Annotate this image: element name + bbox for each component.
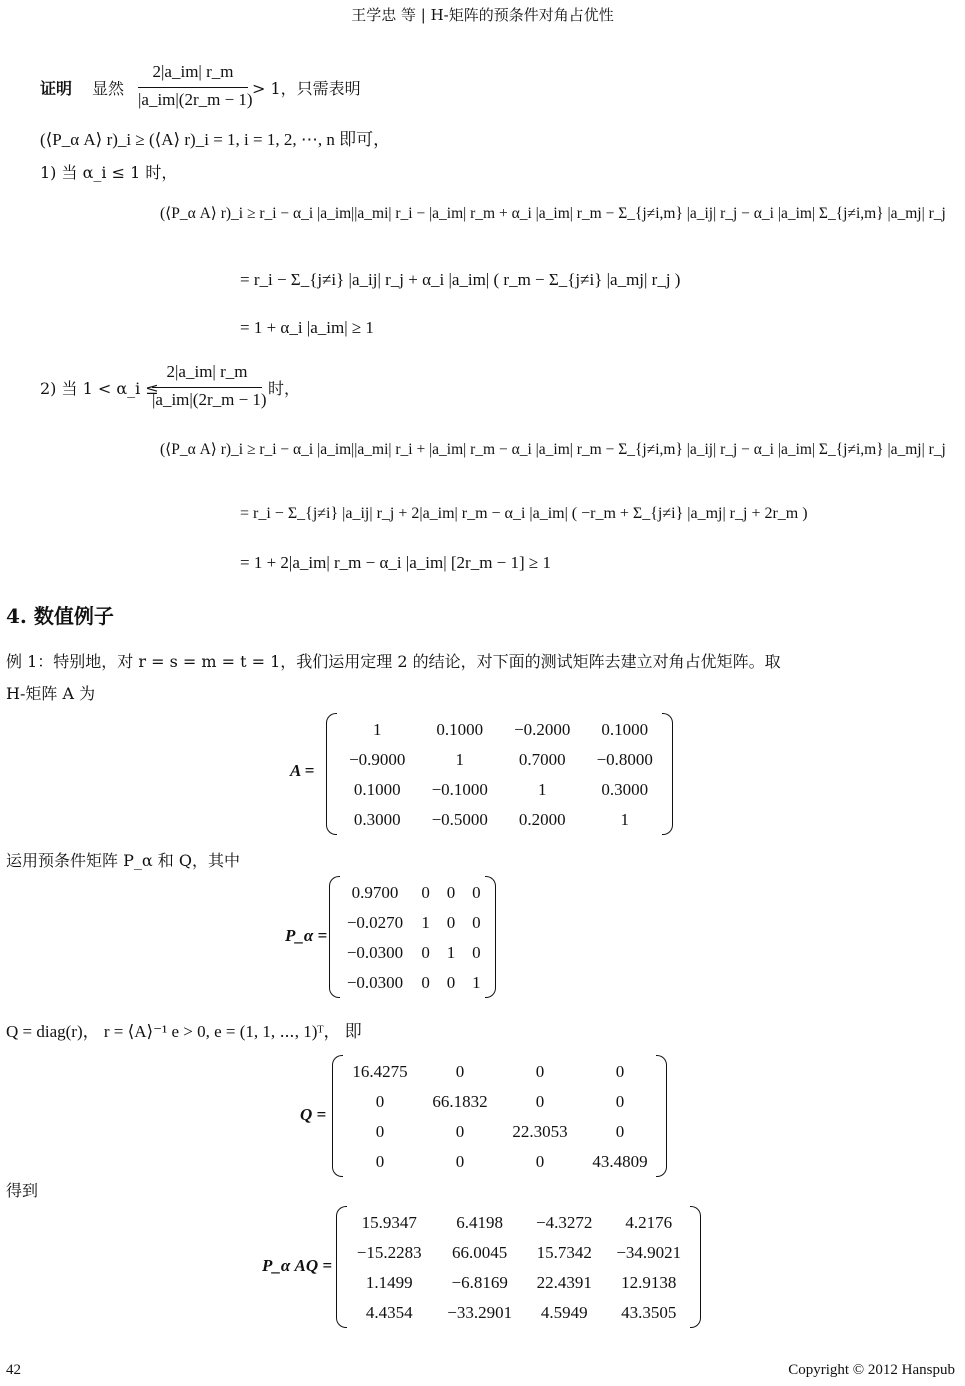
cell: 0 [446, 883, 456, 902]
cell: −4.3272 [536, 1213, 593, 1232]
proof-label: 证明 [40, 79, 73, 98]
cell: −34.9021 [616, 1243, 682, 1262]
cell: 43.4809 [592, 1152, 648, 1171]
right-paren [690, 1206, 701, 1328]
cell: 0 [615, 1062, 625, 1081]
matrix-p-table [337, 878, 489, 998]
cell: 4.2176 [625, 1213, 673, 1232]
example-paragraph: 例 1：特别地，对 r = s = m = t = 1，我们运用定理 2 的结论，对下面的测试矩阵去建立对角占优矩阵。取 [6, 652, 781, 671]
proof-requirement: (⟨P_α A⟩ r)_i ≥ (⟨A⟩ r)_i = 1, i = 1, 2, ⋯, n 即可， [40, 130, 391, 149]
case2-label: 2) 当 1 < α_i ≤ [40, 379, 159, 398]
cell: 0 [446, 913, 456, 932]
cell: 0 [472, 913, 481, 932]
cell: −33.2901 [447, 1303, 513, 1322]
matrix-paq-table [344, 1208, 694, 1328]
cell: 1 [472, 973, 481, 992]
case2-label-tail: 时， [268, 379, 301, 398]
cell: 0 [535, 1092, 545, 1111]
cell: −0.8000 [596, 750, 653, 769]
cell: 1.1499 [365, 1273, 413, 1292]
cell: 1 [455, 750, 464, 769]
cell: 0 [455, 1062, 465, 1081]
cell: 0 [455, 1152, 465, 1171]
proof-fraction-denominator: |a_im|(2r_m − 1) [138, 90, 253, 109]
case1-equation-line2: = r_i − Σ_{j≠i} |a_ij| r_j + α_i |a_im| ( r_m − Σ_{j≠i} |a_mj| r_j ) [240, 270, 681, 289]
cell: −0.0270 [346, 913, 404, 932]
case1-inequality-line1: (⟨P_α A⟩ r)_i ≥ r_i − α_i |a_im||a_mi| r_i − |a_im| r_m + α_i |a_im| r_m − Σ_{j≠i,m} |a_ij| r_j − α_i |a_im| Σ_{j≠i,m} |a_mj| r_j [160, 205, 946, 222]
preconditioner-line: 运用预条件矩阵 P_α 和 Q，其中 [6, 851, 240, 870]
cell: 0 [615, 1092, 625, 1111]
cell: 22.4391 [536, 1273, 592, 1292]
cell: −15.2283 [356, 1243, 422, 1262]
cell: 1 [538, 780, 547, 799]
cell: 0 [421, 883, 430, 902]
cell: 0 [375, 1122, 385, 1141]
cell: 0 [375, 1092, 385, 1111]
case1-equation-line3: = 1 + α_i |a_im| ≥ 1 [240, 318, 374, 337]
case2-fraction-numerator: 2|a_im| r_m [166, 362, 248, 381]
cell: 0 [615, 1122, 625, 1141]
right-paren [656, 1055, 667, 1177]
running-header: 王学忠 等 | H-矩阵的预条件对角占优性 [351, 6, 614, 24]
matrix-a-table [336, 715, 666, 835]
copyright-notice: Copyright © 2012 Hanspub [788, 1362, 955, 1378]
matrix-q-table [340, 1057, 660, 1177]
matrix-paq-label: P_α AQ = [262, 1256, 333, 1275]
cell: −0.0300 [346, 943, 404, 962]
cell: 0.3000 [601, 780, 649, 799]
cell: 15.7342 [536, 1243, 592, 1262]
cell: 43.3505 [621, 1303, 677, 1322]
case2-equation-line2: = r_i − Σ_{j≠i} |a_ij| r_j + 2|a_im| r_m − α_i |a_im| ( −r_m + Σ_{j≠i} |a_mj| r_j + 2r_m ) [240, 505, 808, 522]
cell: −0.9000 [349, 750, 406, 769]
cell: −0.5000 [431, 810, 488, 829]
matrix-q [300, 1055, 670, 1177]
result-line: 得到 [6, 1181, 39, 1200]
cell: 16.4275 [352, 1062, 408, 1081]
cell: 12.9138 [621, 1273, 677, 1292]
cell: 0 [421, 973, 430, 992]
cell: 4.4354 [365, 1303, 413, 1322]
fraction-bar [152, 387, 262, 388]
cell: 0.7000 [518, 750, 566, 769]
matrix-p-label: P_α = [285, 926, 328, 945]
cell: 1 [421, 913, 430, 932]
cell: 0 [535, 1062, 545, 1081]
cell: 66.1832 [432, 1092, 488, 1111]
proof-lead: 显然 [92, 79, 125, 98]
cell: −0.1000 [431, 780, 488, 799]
cell: 6.4198 [456, 1213, 504, 1232]
cell: −0.2000 [514, 720, 571, 739]
case2-equation-line3: = 1 + 2|a_im| r_m − α_i |a_im| [2r_m − 1] ≥ 1 [240, 553, 551, 572]
cell: −6.8169 [451, 1273, 508, 1292]
cell: 0.3000 [353, 810, 401, 829]
cell: 1 [446, 943, 456, 962]
cell: 0 [446, 973, 456, 992]
cell: 0.1000 [436, 720, 484, 739]
fraction-bar [138, 87, 248, 88]
matrix-a-label: A = [290, 761, 315, 780]
cell: 22.3053 [512, 1122, 568, 1141]
cell: 0 [375, 1152, 385, 1171]
proof-fraction-numerator: 2|a_im| r_m [152, 62, 234, 81]
cell: 15.9347 [361, 1213, 417, 1232]
cell: 66.0045 [452, 1243, 508, 1262]
page-number: 42 [6, 1362, 21, 1378]
right-paren [485, 876, 496, 998]
matrix-p-alpha [285, 876, 505, 998]
matrix-paq [262, 1206, 707, 1328]
cell: 0 [421, 943, 430, 962]
section-heading: 4. 数值例子 [6, 604, 114, 628]
cell: 0 [472, 943, 481, 962]
cell: 0 [472, 883, 481, 902]
case2-inequality-line1: (⟨P_α A⟩ r)_i ≥ r_i − α_i |a_im||a_mi| r_i + |a_im| r_m − α_i |a_im| r_m − Σ_{j≠i,m} |a_ij| r_j − α_i |a_im| Σ_{j≠i,m} |a_mj| r_j [160, 441, 946, 458]
cell: 4.5949 [540, 1303, 588, 1322]
q-definition-line: Q = diag(r)， r = ⟨A⟩⁻¹ e > 0, e = (1, 1, ⋯, 1)ᵀ， 即 [6, 1022, 362, 1041]
cell: 1 [620, 810, 629, 829]
cell: −0.0300 [346, 973, 404, 992]
right-paren [662, 713, 673, 835]
cell: 0.9700 [351, 883, 399, 902]
cell: 1 [373, 720, 382, 739]
cell: 0 [535, 1152, 545, 1171]
case1-label: 1) 当 α_i ≤ 1 时， [40, 163, 178, 182]
cell: 0.1000 [601, 720, 649, 739]
cell: 0.2000 [518, 810, 566, 829]
cell: 0 [455, 1122, 465, 1141]
example-h-matrix-line: H-矩阵 A 为 [6, 684, 96, 703]
matrix-a [290, 713, 680, 835]
matrix-q-label: Q = [300, 1105, 327, 1124]
proof-condition-tail: > 1，只需表明 [252, 79, 361, 98]
cell: 0.1000 [353, 780, 401, 799]
case2-fraction-denominator: |a_im|(2r_m − 1) [152, 390, 267, 409]
